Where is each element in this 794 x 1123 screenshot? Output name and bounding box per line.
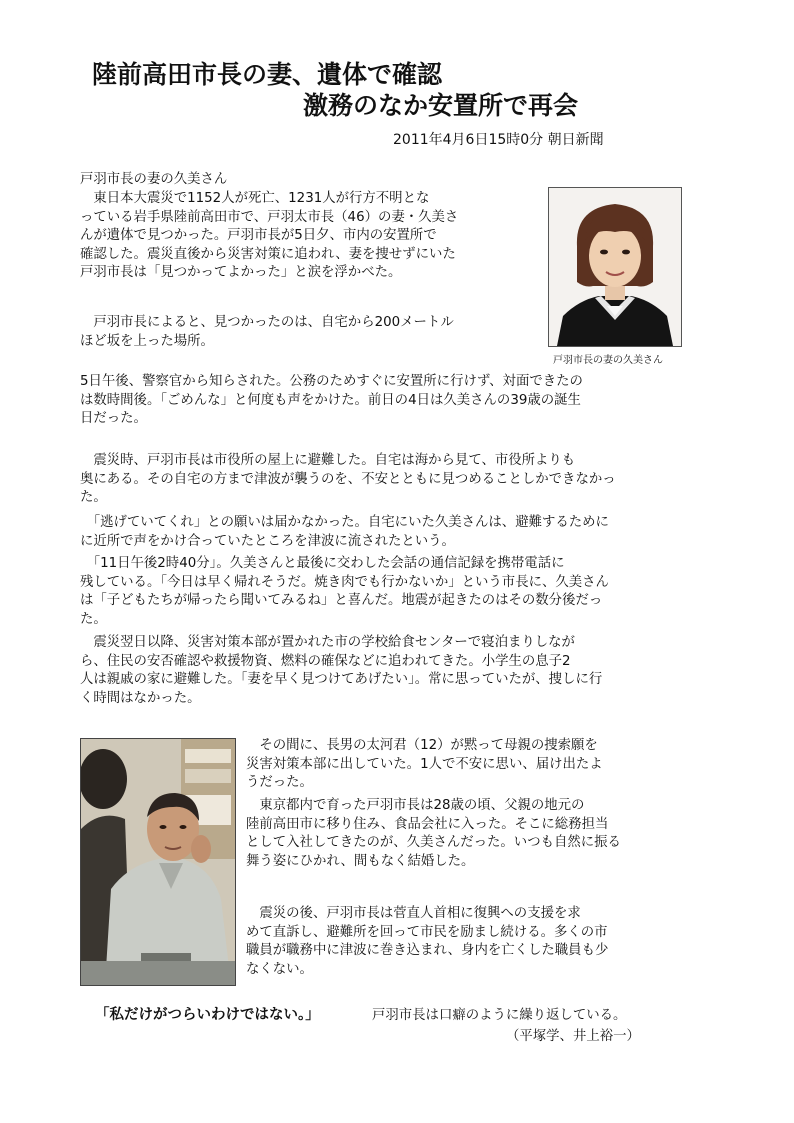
paragraph-7: 震災翌日以降、災害対策本部が置かれた市の学校給食センターで寝泊まりしなが ら、住民の安否確認や救援物資、燃料の確保などに追われてきた。小学生の息子2 人は親戚の家に避難した。「妻を早く見つけてあげたい」。常に思っていたが、捜しに行 く時間はなかった。 — [80, 635, 603, 706]
paragraph-6: 「11日午後2時40分」。久美さんと最後に交わした会話の通信記録を携帯電話に 残している。「今日は早く帰れそうだ。焼き肉でも行かないか」という市長に、久美さん は「子どもたちが帰ったら聞いてみるね」と喜んだ。地震が起きたのはその数分後だっ た。 — [80, 556, 609, 627]
paragraph-8: その間に、長男の太河君（12）が黙って母親の捜索願を 災害対策本部に出していた。1人で不安に思い、届け出たよ うだった。 — [246, 738, 603, 790]
paragraph-4: 震災時、戸羽市長は市役所の屋上に避難した。自宅は海から見て、市役所よりも 奥にある。その自宅の方まで津波が襲うのを、不安とともに見つめることしかできなかっ た。 — [80, 453, 616, 505]
intro-caption: 戸羽市長の妻の久美さん — [80, 172, 228, 187]
byline: （平塚学、井上裕一） — [506, 1029, 640, 1044]
headline-line-1: 陸前高田市長の妻、遺体で確認 — [92, 60, 443, 89]
portrait-caption: 戸羽市長の妻の久美さん — [553, 355, 663, 366]
pull-quote: 「私だけがつらいわけではない。」 — [95, 1007, 320, 1023]
mayor-office-photo — [80, 738, 236, 986]
paragraph-10: 震災の後、戸羽市長は菅直人首相に復興への支援を求 めて直訴し、避難所を回って市民を励まし続ける。多くの市 職員が職務中に津波に巻き込まれ、身内を亡くした職員も少 なくない。 — [246, 906, 609, 977]
paragraph-9: 東京都内で育った戸羽市長は28歳の頃、父親の地元の 陸前高田市に移り住み、食品会社に入った。そこに総務担当 として入社してきたのが、久美さんだった。いつも自然に振る 舞う姿にひかれ、間もなく結婚した。 — [246, 798, 621, 869]
dateline: 2011年4月6日15時0分 朝日新聞 — [393, 132, 604, 148]
portrait-illustration — [549, 188, 681, 346]
headline-line-2: 激務のなか安置所で再会 — [303, 91, 579, 120]
paragraph-3: 5日午後、警察官から知らされた。公務のためすぐに安置所に行けず、対面できたの は数時間後。「ごめんな」と何度も声をかけた。前日の4日は久美さんの39歳の誕生 日だった。 — [80, 374, 583, 426]
paragraph-1: 東日本大震災で1152人が死亡、1231人が行方不明とな っている岩手県陸前高田市で、戸羽太市長（46）の妻・久美さ んが遺体で見つかった。戸羽市長が5日夕、市内の安置所で 確認した。震災直後から災害対策に追われ、妻を捜せずにいた 戸羽市長は「見つかってよかった」と涙を浮かべた。 — [80, 191, 459, 280]
paragraph-5: 「逃げていてくれ」との願いは届かなかった。自宅にいた久美さんは、避難するために に近所で声をかけ合っていたところを津波に流されたという。 — [80, 515, 609, 549]
portrait-photo — [548, 187, 682, 347]
quote-tail-text: 戸羽市長は口癖のように繰り返している。 — [372, 1008, 627, 1023]
office-scene-illustration — [81, 739, 235, 985]
paragraph-2: 戸羽市長によると、見つかったのは、自宅から200メートル ほど坂を上った場所。 — [80, 315, 454, 349]
